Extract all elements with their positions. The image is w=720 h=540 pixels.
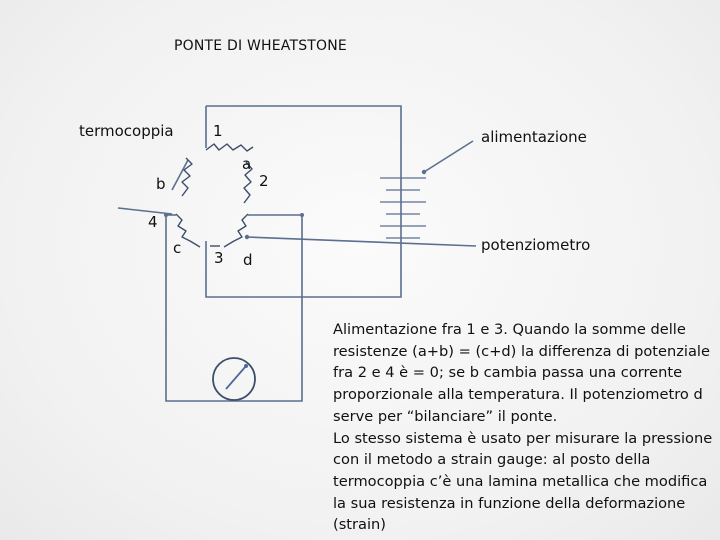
label-alimentazione: alimentazione xyxy=(481,128,587,146)
label-node-4: 4 xyxy=(148,213,158,231)
label-node-2: 2 xyxy=(259,172,269,190)
description-paragraph-1: Alimentazione fra 1 e 3. Quando la somme delle resistenze (a+b) = (c+d) la differenza di potenziale fra 2 e 4 è = 0; se b cambia passa una corrente proporzionale alla temperatura. Il potenziometro d serve per “bilanciare” il ponte. xyxy=(333,321,710,425)
label-termocoppia: termocoppia xyxy=(79,122,174,140)
supply-lead xyxy=(424,141,473,172)
resistor-b xyxy=(182,158,192,196)
resistor-a xyxy=(206,144,253,151)
label-resistor-d: d xyxy=(243,251,253,269)
node-dot-4 xyxy=(164,213,168,217)
thermocouple-lead-bottom xyxy=(118,208,172,214)
circuit-wire-outer xyxy=(206,106,401,297)
supply-dot xyxy=(422,170,426,174)
node-dot-2 xyxy=(300,213,304,217)
wiper-dot xyxy=(245,235,249,239)
label-node-1: 1 xyxy=(213,122,223,140)
resistor-d xyxy=(224,214,248,247)
detector-wire xyxy=(166,215,302,401)
label-resistor-c: c xyxy=(173,239,182,257)
label-resistor-a: a xyxy=(242,155,252,173)
label-resistor-b: b xyxy=(156,175,166,193)
potentiometer-wiper-line xyxy=(247,237,476,246)
diagram-title: PONTE DI WHEATSTONE xyxy=(174,38,347,54)
galvanometer-icon xyxy=(213,358,255,400)
label-node-3: 3 xyxy=(214,249,224,267)
label-potenziometro: potenziometro xyxy=(481,236,591,254)
description-paragraph-2: Lo stesso sistema è usato per misurare la pressione con il metodo a strain gauge: al posto della termocoppia c’è una lamina metallica che modifica la sua resistenza in funzione della deformazione (strain) xyxy=(333,429,713,534)
description-text xyxy=(333,319,719,536)
